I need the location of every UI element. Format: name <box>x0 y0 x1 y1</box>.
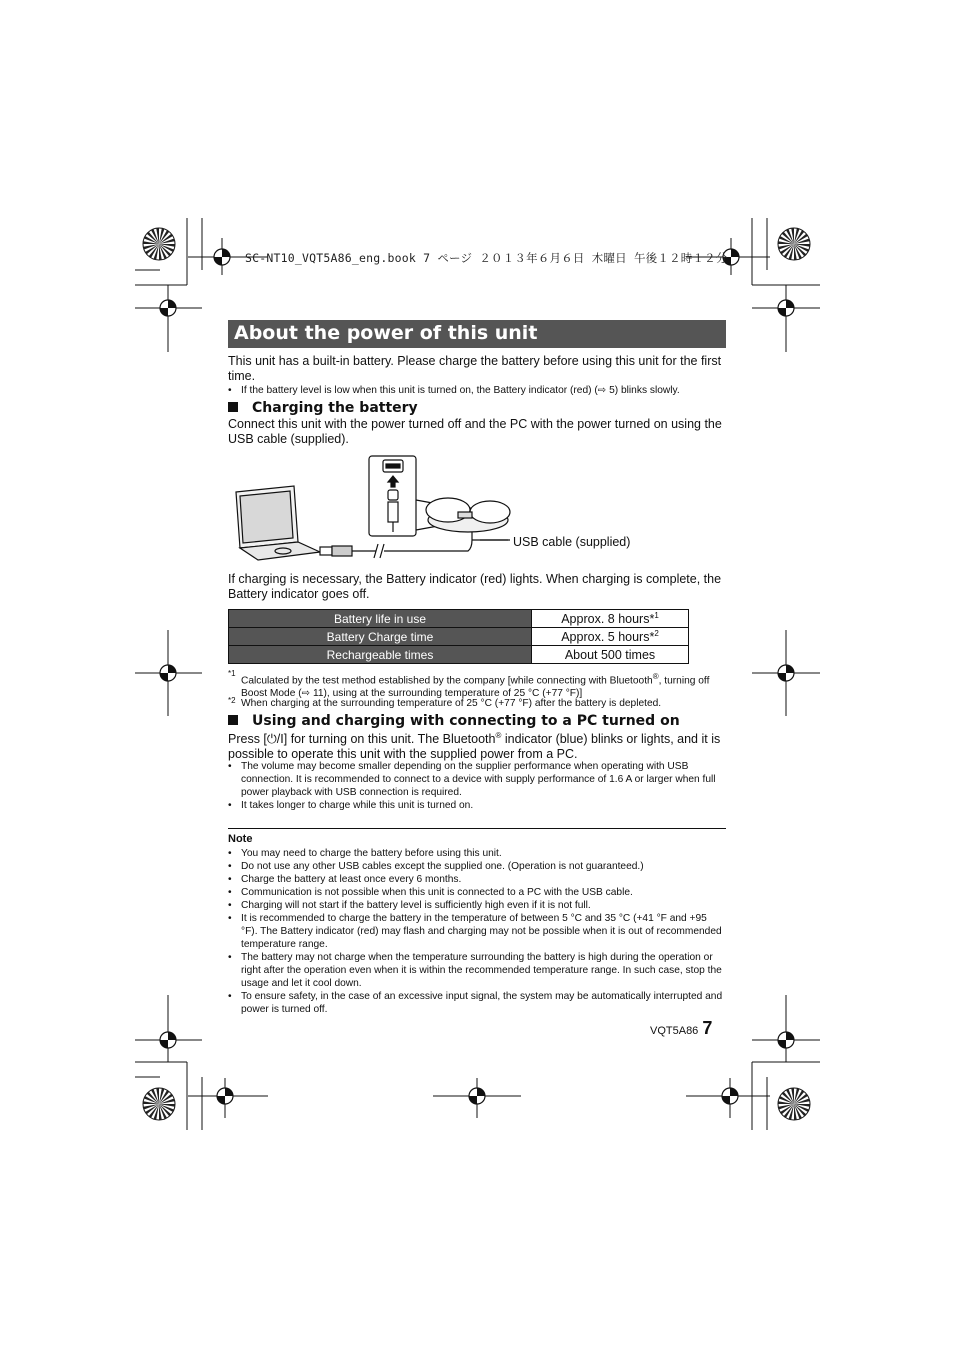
charging-heading-text: Charging the battery <box>252 400 418 416</box>
note-item: • You may need to charge the battery before using this unit. <box>228 848 502 859</box>
section-title-bar <box>228 320 726 348</box>
note-item: • The battery may not charge when the temperature surrounding the battery is high during the operation or right after the operation even when it is within the recommended temperature range. In such case, stop the usage and let it cool down. <box>228 952 722 989</box>
pc-bullet <box>228 799 726 812</box>
table-cell-label: Battery Charge time <box>229 628 532 646</box>
document-code: VQT5A86 <box>650 1025 699 1037</box>
table-row <box>229 610 689 628</box>
charging-after-paragraph: If charging is necessary, the Battery indicator (red) lights. When charging is complete, the Battery indicator goes off. <box>228 572 722 601</box>
table-row <box>229 646 689 664</box>
note-item: • Communication is not possible when this unit is connected to a PC with the USB cable. <box>228 887 633 898</box>
square-bullet-icon <box>228 715 238 725</box>
pc-bullet <box>228 760 726 799</box>
pc-bullet-text: It takes longer to charge while this unit is turned on. <box>241 800 474 811</box>
bullet-icon: • <box>228 385 232 396</box>
note-item: • Do not use any other USB cables except the supplied one. (Operation is not guaranteed.) <box>228 861 644 872</box>
footnote-2 <box>228 697 728 710</box>
footnote-1: *1 Calculated by the test method established by the company [while connecting with Bluetooth®, turning off Boost Mode (⇨ 11), using at the surrounding temperature of 25 °C (+77 °F)] <box>228 669 710 700</box>
star-target-icon <box>143 228 175 260</box>
bullet-icon: • <box>228 887 232 898</box>
pc-section-paragraph: Press [⏻/I] for turning on this unit. The Bluetooth® indicator (blue) blinks or lights, and it is possible to operate this unit with the supplied power from a PC. <box>228 731 721 761</box>
bullet-icon: • <box>228 874 232 885</box>
footnote-text: , turning off Boost Mode (⇨ 11), using at the surrounding temperature of 25 °C (+77 °F)] <box>241 675 710 700</box>
power-icon: ⏻/I <box>266 732 284 747</box>
table-row <box>229 628 689 646</box>
bullet-icon: • <box>228 952 232 963</box>
square-bullet-icon <box>228 402 238 412</box>
note-item: • Charge the battery at least once every 6 months. <box>228 874 462 885</box>
note-divider <box>228 828 726 829</box>
bullet-icon: • <box>228 761 232 772</box>
note-item: • To ensure safety, in the case of an excessive input signal, the system may be automatically interrupted and power is turned off. <box>228 991 723 1015</box>
bullet-icon: • <box>228 900 232 911</box>
table-cell-value: Approx. 8 hours*$^1$ <box>532 610 689 628</box>
note-heading: Note <box>228 833 253 845</box>
table-cell-value: About 500 times <box>532 646 689 664</box>
pc-bullet-text: The volume may become smaller depending on the supplier performance when operating with USB connection. It is recommended to connect to a device with supply performance of 1.6 A or larger when full power playback with USB connection is required. <box>241 761 716 798</box>
table-cell-label: Rechargeable times <box>229 646 532 664</box>
note-item: • Charging will not start if the battery level is sufficiently high even if it is not full. <box>228 900 591 911</box>
footnote-mark: *1 <box>228 669 236 678</box>
intro-bullet-text: If the battery level is low when this unit is turned on, the Battery indicator (red) (⇨ 5) blinks slowly. <box>241 385 680 396</box>
bullet-icon: • <box>228 800 232 811</box>
charging-illustration <box>228 450 728 570</box>
note-item: • It is recommended to charge the battery in the temperature of between 5 °C and 35 °C (+41 °F and +95 °F). The Battery indicator (red) may flash and charging may not be possible when it is out of recommended temperature range. <box>228 913 722 950</box>
page-number: 7 <box>702 1018 713 1038</box>
intro-bullet <box>228 384 726 397</box>
footnote-text: Calculated by the test method established by the company [while connecting with Bluetooth <box>241 675 653 687</box>
bullet-icon: • <box>228 991 232 1002</box>
bullet-icon: • <box>228 913 232 924</box>
star-target-icon <box>778 1088 810 1120</box>
charging-heading <box>228 400 418 416</box>
star-target-icon <box>778 228 810 260</box>
bullet-icon: • <box>228 861 232 872</box>
footnote-mark: *2 <box>228 696 236 705</box>
table-cell-value: Approx. 5 hours*$^2$ <box>532 628 689 646</box>
intro-paragraph: This unit has a built-in battery. Please charge the battery before using this unit for the first time. <box>228 354 722 383</box>
charging-paragraph: Connect this unit with the power turned off and the PC with the power turned on using the USB cable (supplied). <box>228 417 722 446</box>
battery-spec-table <box>228 609 689 664</box>
bullet-icon: • <box>228 848 232 859</box>
star-target-icon <box>143 1088 175 1120</box>
pc-section-heading <box>228 713 680 729</box>
page-footer <box>650 1018 712 1039</box>
footnote-text: When charging at the surrounding temperature of 25 °C (+77 °F) after the battery is depleted. <box>241 698 662 709</box>
page-title: About the power of this unit <box>234 322 538 344</box>
pc-section-heading-text: Using and charging with connecting to a PC turned on <box>252 713 680 729</box>
book-header-line: SC-NT10_VQT5A86_eng.book 7 ページ ２０１３年６月６日 木曜日 午後１２時１２分 <box>245 251 728 265</box>
usb-cable-label: USB cable (supplied) <box>513 535 631 549</box>
table-cell-label: Battery life in use <box>229 610 532 628</box>
